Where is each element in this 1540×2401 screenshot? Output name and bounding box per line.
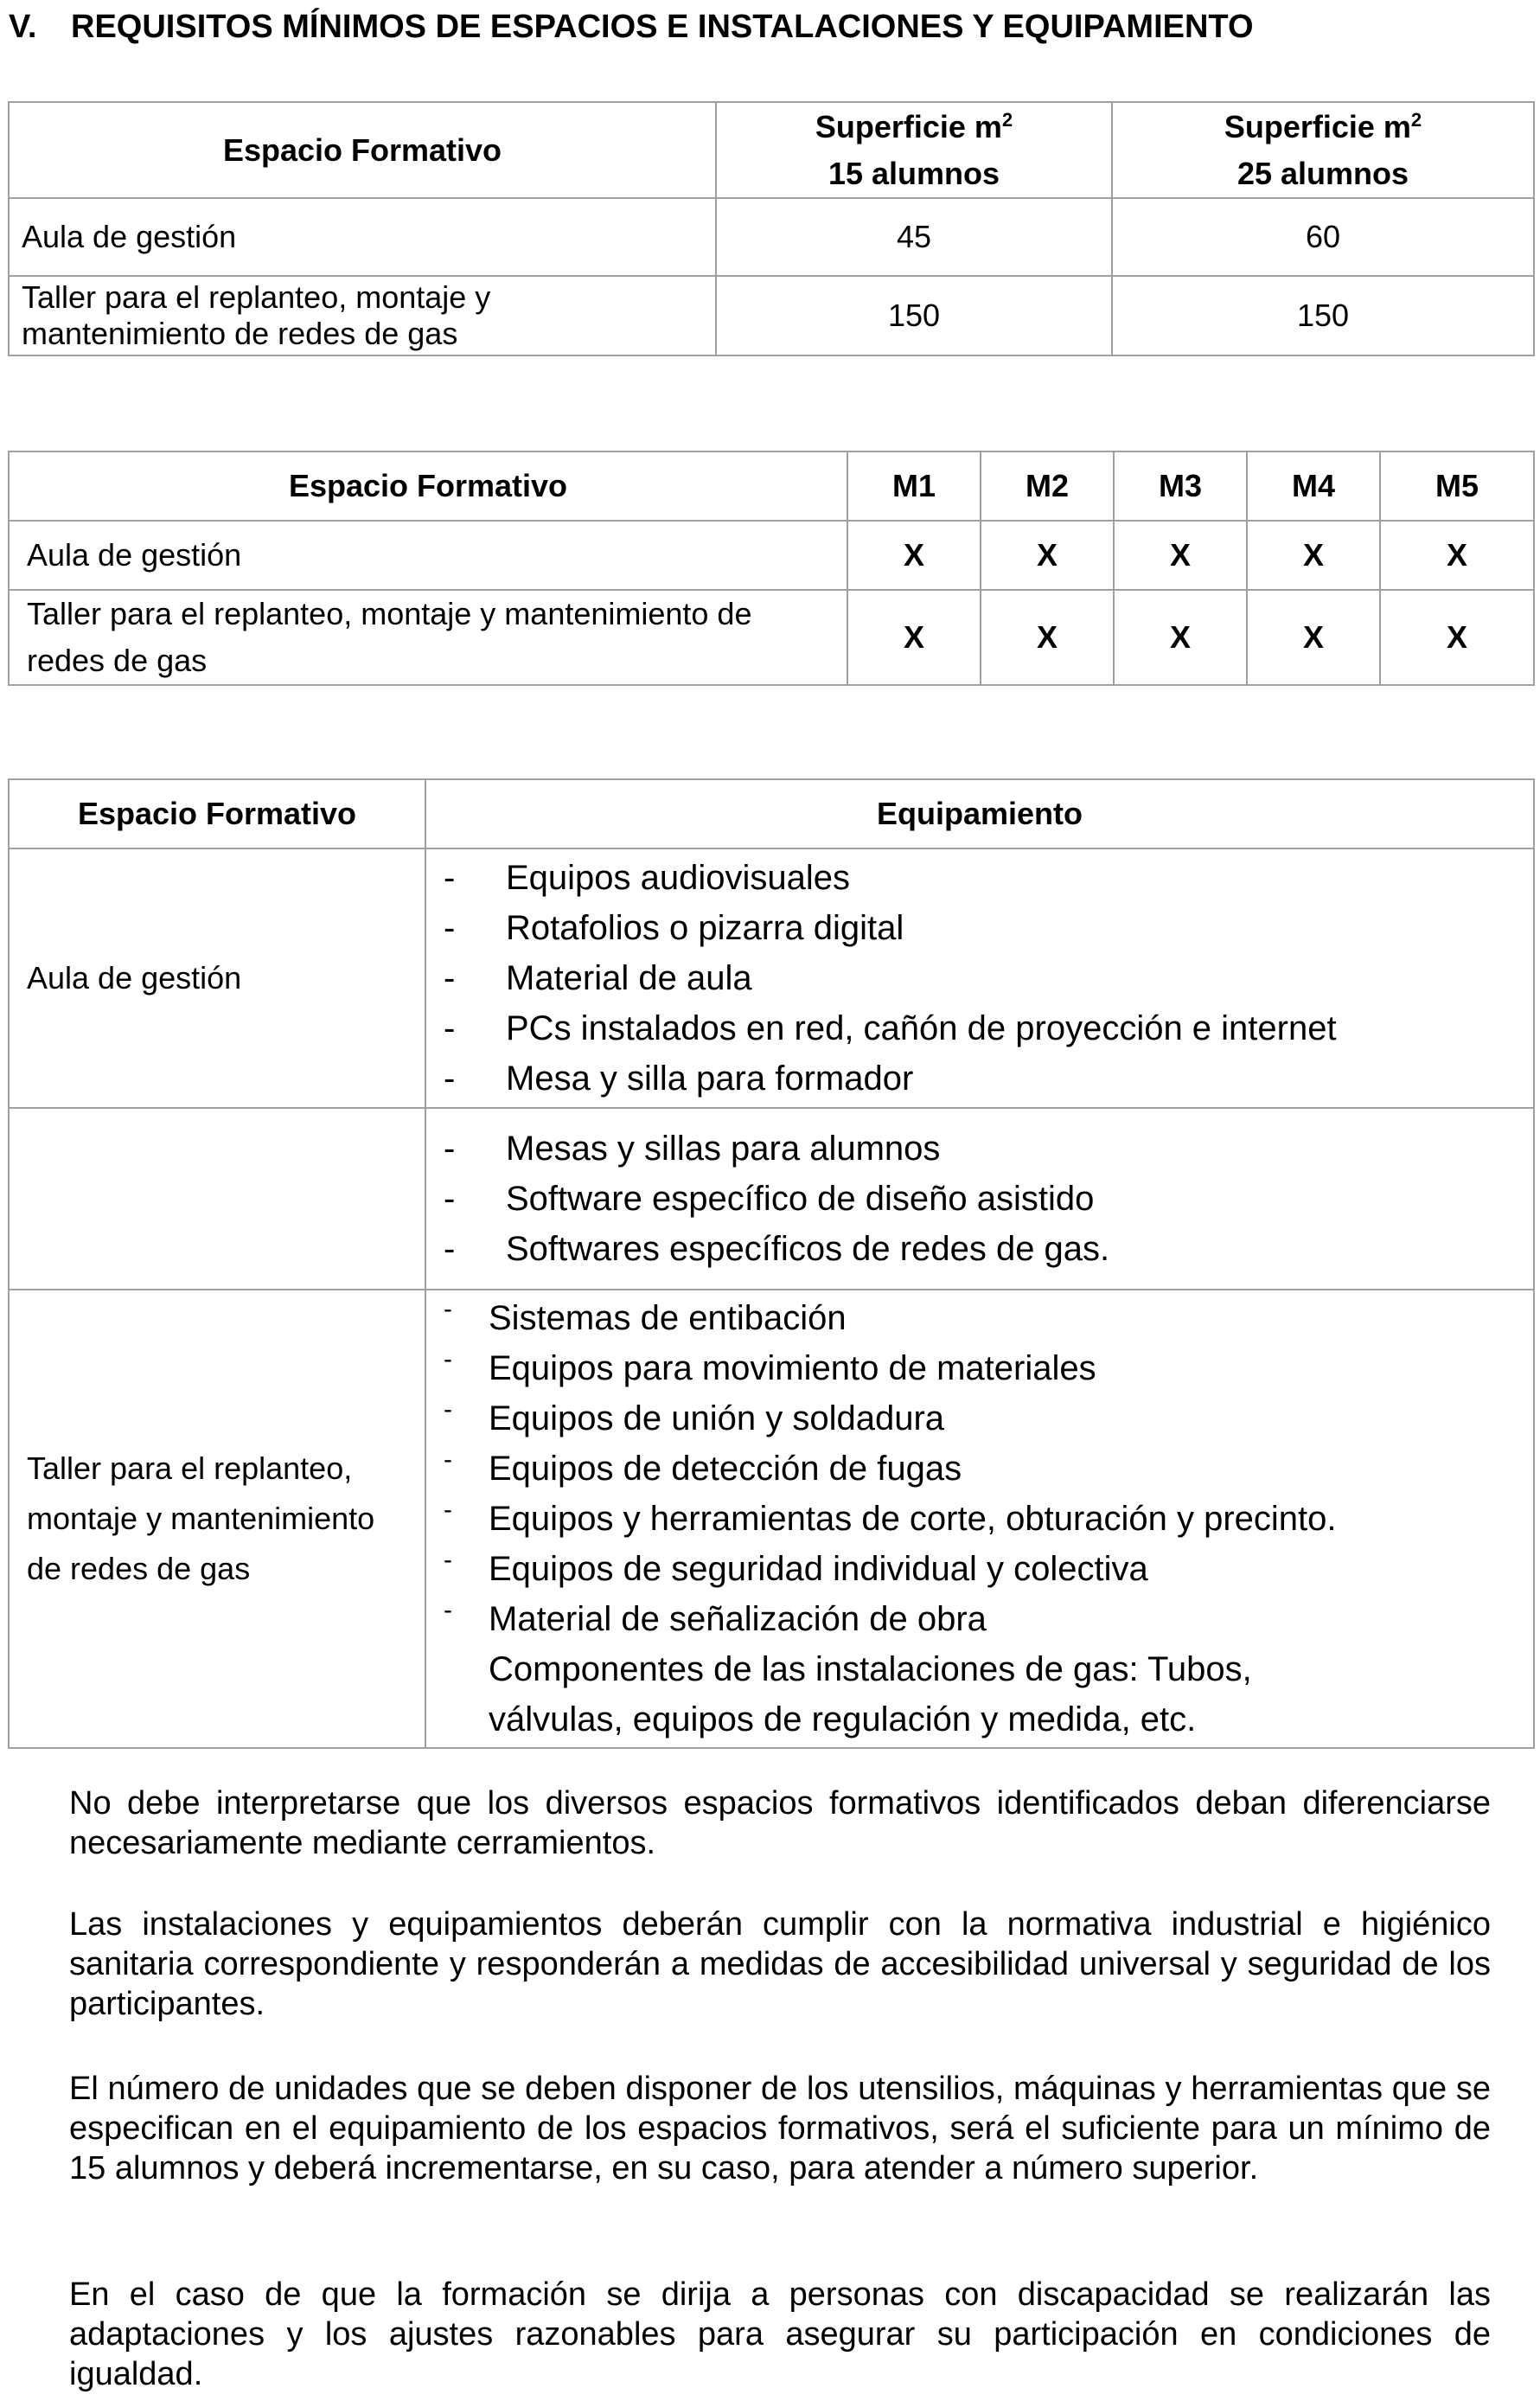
module-mark: X — [1114, 521, 1247, 590]
module-mark: X — [847, 590, 981, 685]
list-dash: - — [444, 1009, 456, 1047]
module-mark: X — [847, 521, 981, 590]
equipment-list-cell — [425, 1108, 1534, 1290]
list-dash: - — [444, 1546, 452, 1574]
header-module: M5 — [1380, 451, 1534, 521]
module-mark: X — [1247, 521, 1380, 590]
header-module: M4 — [1247, 451, 1380, 521]
equipment-table — [8, 778, 1535, 1749]
table-row — [9, 521, 1534, 590]
list-item-text: Mesas y sillas para alumnos — [506, 1130, 941, 1168]
row-name: Aula de gestión — [9, 848, 425, 1108]
row-name-empty — [9, 1108, 425, 1290]
list-item-text: Equipos y herramientas de corte, obturación y precinto. — [489, 1500, 1337, 1538]
list-item-text: Rotafolios o pizarra digital — [506, 909, 904, 947]
module-mark: X — [1380, 521, 1534, 590]
list-item — [426, 1544, 1533, 1594]
equipment-list — [426, 1124, 1533, 1274]
header-surface-label: Superficie m — [815, 108, 1002, 144]
list-item-text: Equipos de unión y soldadura — [489, 1399, 945, 1437]
table-row — [9, 198, 1534, 276]
module-table — [8, 451, 1535, 686]
row-name — [9, 276, 716, 355]
list-item — [426, 1224, 1533, 1274]
row-name-line: Taller para el replanteo, montaje y mantenimiento de — [27, 596, 752, 631]
row-value-15: 45 — [716, 198, 1112, 276]
list-item — [426, 1124, 1533, 1174]
module-mark: X — [981, 521, 1114, 590]
header-surface-label: Superficie m — [1224, 108, 1411, 144]
list-item — [426, 1594, 1533, 1644]
row-name — [9, 590, 847, 685]
list-item — [426, 853, 1533, 903]
list-item-text: Equipos para movimiento de materiales — [489, 1349, 1096, 1387]
section-title: REQUISITOS MÍNIMOS DE ESPACIOS E INSTALACIONES Y EQUIPAMIENTO — [71, 9, 1254, 45]
list-dash: - — [444, 1060, 456, 1098]
row-name — [9, 1290, 425, 1748]
list-item — [426, 1174, 1533, 1224]
header-equipment: Equipamiento — [425, 779, 1534, 848]
list-item-text: Equipos audiovisuales — [506, 859, 851, 897]
header-surface-15 — [716, 102, 1112, 198]
list-dash: - — [444, 1295, 452, 1323]
list-item-text: Equipos de seguridad individual y colectiva — [489, 1550, 1148, 1588]
list-dash: - — [444, 1596, 452, 1624]
row-name-line: Taller para el replanteo, montaje y — [22, 279, 491, 315]
table-row — [9, 276, 1534, 355]
row-name-line: montaje y mantenimiento — [27, 1501, 375, 1536]
list-item-text: válvulas, equipos de regulación y medida, etc. — [489, 1700, 1197, 1738]
row-name-line: Taller para el replanteo, — [27, 1450, 353, 1486]
module-mark: X — [1114, 590, 1247, 685]
list-item-text: Sistemas de entibación — [489, 1299, 847, 1337]
equipment-list — [426, 1293, 1533, 1745]
list-item — [426, 1003, 1533, 1053]
row-value-15: 150 — [716, 276, 1112, 355]
header-module: M3 — [1114, 451, 1247, 521]
list-item-text: Mesa y silla para formador — [506, 1060, 914, 1098]
list-dash: - — [444, 1445, 452, 1474]
list-item-continued — [426, 1644, 1533, 1694]
list-item — [426, 1393, 1533, 1444]
header-students-25: 25 alumnos — [1236, 155, 1409, 191]
header-surface-sup: 2 — [1410, 108, 1422, 131]
header-space: Espacio Formativo — [9, 779, 425, 848]
header-surface-25 — [1112, 102, 1534, 198]
surface-table — [8, 101, 1535, 356]
list-item — [426, 953, 1533, 1003]
table-row — [9, 590, 1534, 685]
row-value-25: 150 — [1112, 276, 1534, 355]
table-row — [9, 1290, 1534, 1748]
row-name: Aula de gestión — [9, 198, 716, 276]
list-item — [426, 1053, 1533, 1104]
list-item-text: Softwares específicos de redes de gas. — [506, 1230, 1110, 1268]
list-item-text: PCs instalados en red, cañón de proyección e internet — [506, 1009, 1337, 1047]
header-module: M1 — [847, 451, 981, 521]
list-item-text: Equipos de detección de fugas — [489, 1450, 962, 1488]
module-table-header — [9, 451, 1534, 521]
equipment-table-header — [9, 779, 1534, 848]
equipment-list-cell — [425, 848, 1534, 1108]
header-surface-sup: 2 — [1001, 108, 1013, 131]
table-row — [9, 848, 1534, 1108]
list-item-text: Software específico de diseño asistido — [506, 1180, 1095, 1218]
paragraph: No debe interpretarse que los diversos espacios formativos identificados deban diferenciarse necesariamente mediante cerramientos. — [69, 1785, 1491, 1861]
equipment-list — [426, 853, 1533, 1104]
list-dash: - — [444, 1345, 452, 1373]
list-dash: - — [444, 1180, 456, 1218]
module-mark: X — [981, 590, 1114, 685]
row-name-line: redes de gas — [27, 643, 208, 678]
list-item — [426, 1293, 1533, 1343]
list-dash: - — [444, 1495, 452, 1524]
list-item-text: Componentes de las instalaciones de gas: Tubos, — [489, 1650, 1252, 1688]
paragraph: En el caso de que la formación se dirija a personas con discapacidad se realizarán las adaptaciones y los ajustes razonables para asegurar su participación en condiciones de igualdad. — [69, 2276, 1491, 2392]
module-mark: X — [1380, 590, 1534, 685]
header-students-15: 15 alumnos — [828, 155, 1000, 191]
list-dash: - — [444, 1130, 456, 1168]
list-item-text: Material de señalización de obra — [489, 1600, 987, 1638]
list-dash: - — [444, 1230, 456, 1268]
header-space: Espacio Formativo — [9, 451, 847, 521]
header-module: M2 — [981, 451, 1114, 521]
list-dash: - — [444, 1395, 452, 1424]
list-item — [426, 903, 1533, 953]
row-value-25: 60 — [1112, 198, 1534, 276]
list-dash: - — [444, 909, 456, 947]
row-name-line: mantenimiento de redes de gas — [22, 316, 458, 351]
module-mark: X — [1247, 590, 1380, 685]
row-name-line: de redes de gas — [27, 1551, 251, 1586]
equipment-list-cell — [425, 1290, 1534, 1748]
list-item — [426, 1444, 1533, 1494]
table-row — [9, 1108, 1534, 1290]
list-item — [426, 1343, 1533, 1393]
paragraph: El número de unidades que se deben disponer de los utensilios, máquinas y herramientas que se especifican en el equipamiento de los espacios formativos, será el suficiente para un mínimo de 15 alumnos y deberá incrementarse, en su caso, para atender a número superior. — [69, 2071, 1491, 2187]
surface-table-header — [9, 102, 1534, 198]
list-dash: - — [444, 859, 456, 897]
header-space: Espacio Formativo — [9, 102, 716, 198]
paragraph: Las instalaciones y equipamientos deberán cumplir con la normativa industrial e higiénico sanitaria correspondiente y responderán a medidas de accesibilidad universal y seguridad de los participantes. — [69, 1906, 1491, 2022]
list-dash: - — [444, 959, 456, 997]
row-name: Aula de gestión — [9, 521, 847, 590]
section-number: V. — [9, 9, 37, 45]
list-item-continued — [426, 1694, 1533, 1745]
list-item — [426, 1494, 1533, 1544]
section-heading — [9, 9, 1254, 46]
list-item-text: Material de aula — [506, 959, 752, 997]
